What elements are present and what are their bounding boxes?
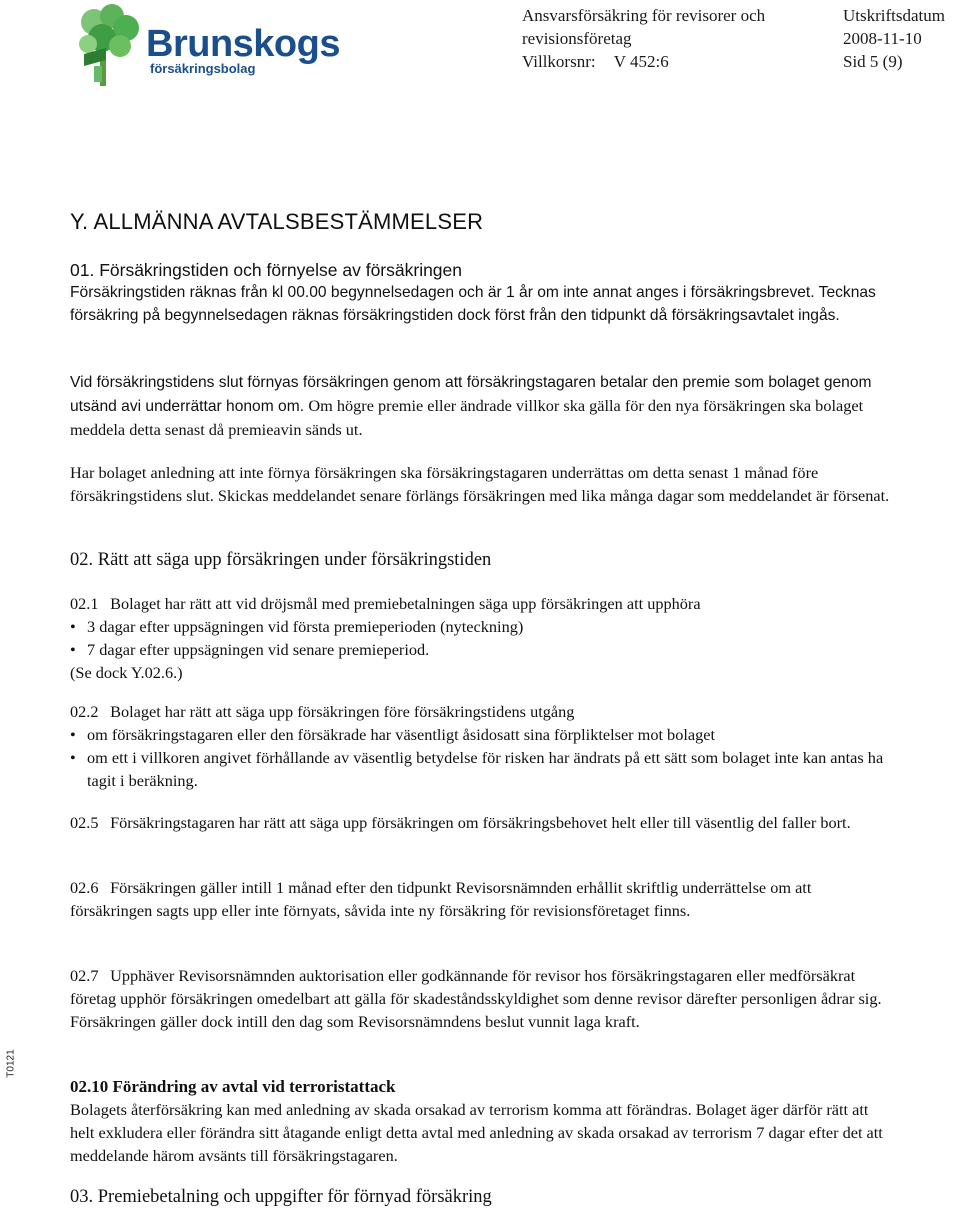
bullet-item: • 3 dagar efter uppsägningen vid första premieperioden (nyteckning) [70, 615, 890, 638]
clause-02-7 [70, 964, 890, 1033]
doc-title-line1: Ansvarsförsäkring för revisorer och [522, 6, 766, 25]
page-number: Sid 5 (9) [843, 52, 903, 71]
logo-wordmark: Brunskogs [146, 23, 340, 65]
heading-03: 03. Premiebetalning och uppgifter för förnyad försäkring [70, 1187, 492, 1207]
clause-number: 02.2 [70, 702, 99, 721]
paragraph-text-a: Har bolaget anledning att inte förnya försäkringen ska försäkringstagaren underrättas om detta senast 1 månad före försäkringstidens slut. [70, 463, 819, 505]
clause-02-2 [70, 700, 890, 792]
clause-02-6 [70, 876, 890, 922]
clause-note: (Se dock Y.02.6.) [70, 663, 183, 682]
heading-02: 02. Rätt att säga upp försäkringen under försäkringstiden [70, 550, 492, 570]
clause-heading: 02.10 Förändring av avtal vid terroristattack [70, 1077, 396, 1096]
clause-02-1 [70, 592, 890, 684]
clause-text: Bolaget har rätt att säga upp försäkringen före försäkringstidens utgång [110, 702, 575, 721]
print-date-label: Utskriftsdatum [843, 6, 945, 25]
clause-02-5 [70, 811, 890, 834]
clause-02-2-bullets [70, 723, 890, 792]
clause-02-10 [70, 1075, 890, 1167]
side-code: T0121 [5, 1049, 17, 1078]
clause-text: Upphäver Revisorsnämnden auktorisation eller godkännande för revisor hos försäkringstagaren eller medförsäkrat företag upphör försäkringen omedelbart att gälla för skadeståndsskyldighet som denne revisor därefter personligen ådrar sig. Försäkringen gäller dock intill den dag som Revisorsnämndens beslut vunnit laga kraft. [70, 966, 882, 1031]
logo-subtitle: försäkringsbolag [150, 61, 256, 76]
bullet-item: • om försäkringstagaren eller den försäkrade har väsentligt åsidosatt sina förpliktelser mot bolaget [70, 723, 890, 746]
clause-text: Försäkringstagaren har rätt att säga upp försäkringen om försäkringsbehovet helt eller till väsentlig del faller bort. [110, 813, 851, 832]
print-info [843, 4, 945, 73]
bullet-item: • 7 dagar efter uppsägningen vid senare premieperiod. [70, 638, 890, 661]
paragraph-text-b: Om högre premie eller ändrade villkor ska gälla för den nya försäkringen ska bolaget meddela detta senast då premieavin sänds ut. [70, 396, 864, 439]
clause-number: 02.7 [70, 966, 99, 985]
clause-number: 02.6 [70, 878, 99, 897]
heading-01: 01. Försäkringstiden och förnyelse av försäkringen [70, 260, 463, 280]
paragraph-text-a: Vid försäkringstidens slut förnyas försäkringen genom att försäkringstagaren betalar den premie som bolaget genom utsänd avi underrättar honom om. [70, 374, 872, 415]
paragraph-01-3 [70, 461, 890, 507]
paragraph-text: Försäkringstiden räknas från kl 00.00 begynnelsedagen och är 1 år om inte annat anges i försäkringsbrevet. Tecknas försäkring på begynnelsedagen räknas försäkringstiden dock först från den tidpunkt då försäkringsavtalet ingås. [70, 284, 876, 324]
document-header [522, 4, 765, 73]
paragraph-text-b: Skickas meddelandet senare förlängs försäkringen med lika många dagar som meddelandet är försenat. [217, 486, 890, 505]
paragraph-01-1 [70, 281, 890, 327]
print-date: 2008-11-10 [843, 29, 922, 48]
terms-label: Villkorsnr: [522, 52, 596, 71]
bullet-item: • om ett i villkoren angivet förhållande av väsentlig betydelse för risken har ändrats på ett sätt som bolaget inte kan antas ha tagit i beräkning. [70, 746, 890, 792]
terms-number [522, 50, 765, 73]
doc-title-line2: revisionsföretag [522, 29, 632, 48]
tree-logo-icon [70, 4, 154, 88]
clause-text: Bolagets återförsäkring kan med anledning av skada orsakad av terrorism komma att förändras. Bolaget äger därför rätt att helt exkludera eller förändra sitt åtagande enligt detta avtal med anledning av skada orsakad av terrorism 7 dagar efter det att meddelande härom avsänts till försäkringstagaren. [70, 1100, 883, 1165]
clause-text: Bolaget har rätt att vid dröjsmål med premiebetalningen säga upp försäkringen att upphöra [110, 594, 701, 613]
company-logo [70, 4, 340, 88]
clause-02-1-bullets [70, 615, 890, 661]
terms-value: V 452:6 [613, 52, 669, 71]
clause-text: Försäkringen gäller intill 1 månad efter den tidpunkt Revisorsnämnden erhållit skriftlig underrättelse om att försäkringen sagts upp eller inte förnyats, såvida inte ny försäkring för revisionsföretaget finns. [70, 878, 812, 920]
paragraph-01-2 [70, 371, 890, 442]
clause-number: 02.5 [70, 813, 99, 832]
section-title: Y. ALLMÄNNA AVTALSBESTÄMMELSER [70, 209, 484, 234]
clause-number: 02.1 [70, 594, 99, 613]
